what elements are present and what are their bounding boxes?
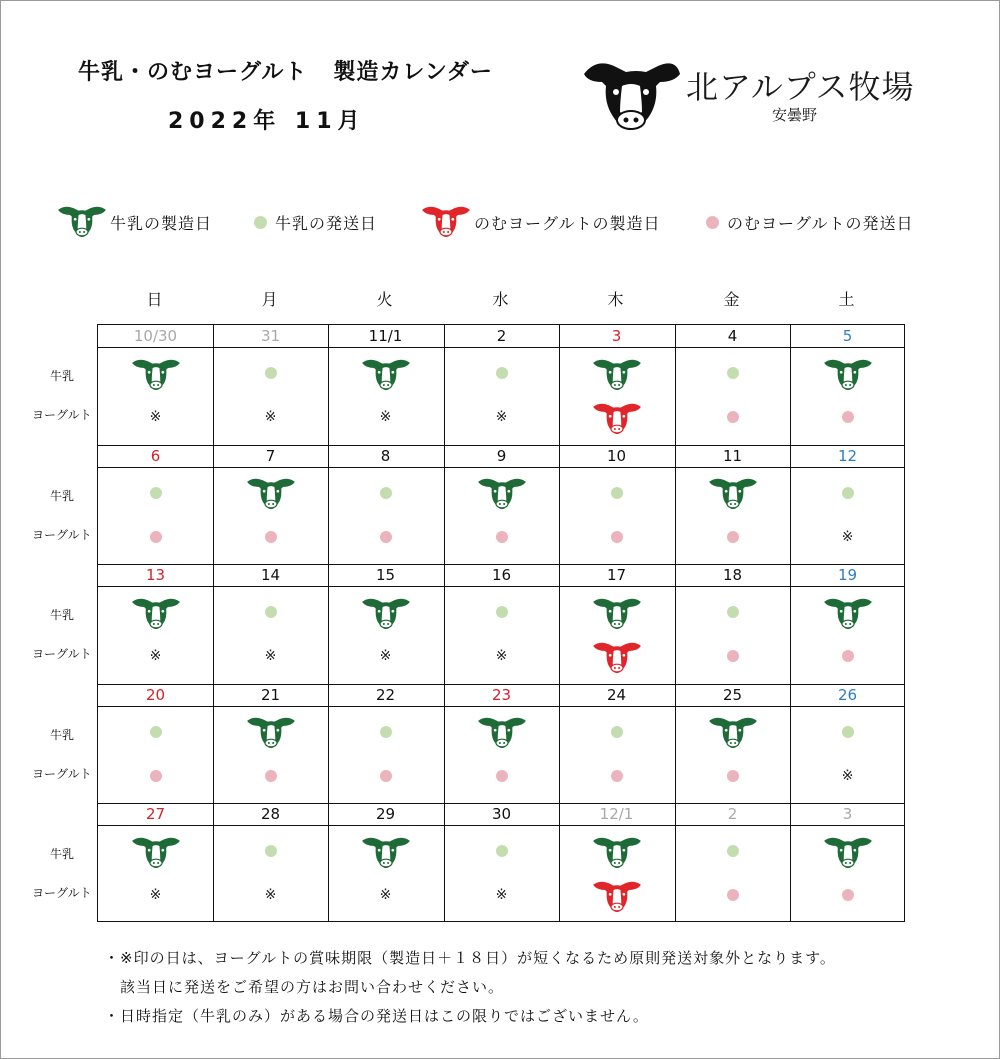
title-calendar: 製造カレンダー (333, 60, 493, 85)
day-cell (444, 325, 559, 445)
day-number: 10 (606, 446, 627, 465)
day-number: 13 (145, 566, 166, 584)
no-ship-mark: ※ (841, 767, 854, 784)
page-subtitle (168, 104, 366, 135)
note-line-2: 該当日に発送をご希望の方はお問い合わせください。 (104, 978, 505, 996)
row-label-milk: 牛乳 (50, 488, 75, 503)
milk-cow-icon (213, 469, 328, 517)
yogurt-ship-dot (790, 871, 905, 919)
day-cell (444, 684, 559, 804)
milk-cow-icon (98, 349, 213, 397)
no-ship-mark: ※ (264, 648, 277, 664)
no-ship-mark: ※ (841, 528, 854, 545)
day-number: 2 (496, 327, 507, 345)
weekday-sun: 日 (146, 290, 163, 309)
no-ship-mark: ※ (264, 409, 277, 425)
day-number: 7 (265, 446, 276, 465)
day-number: 26 (837, 685, 858, 704)
year-label: 2022年 (168, 109, 282, 134)
yogurt-ship-dot (213, 752, 328, 800)
row-label-yogurt: ヨーグルト (32, 886, 92, 900)
milk-ship-dot (675, 588, 790, 636)
yogurt-ship-dot (675, 393, 790, 441)
milk-cow-icon (213, 708, 328, 756)
yogurt-cow-icon (420, 203, 472, 242)
milk-ship-dot (328, 469, 443, 517)
milk-cow-icon (56, 203, 108, 242)
calendar-grid (97, 324, 905, 922)
green-dot-icon (254, 216, 267, 229)
milk-cow-icon (559, 349, 674, 397)
day-cell (213, 684, 328, 804)
milk-cow-icon (559, 588, 674, 636)
weekday-wed: 水 (492, 290, 509, 309)
cow-head-icon (576, 52, 686, 132)
column-divider (213, 325, 214, 921)
day-cell (328, 325, 443, 445)
milk-cow-icon (675, 469, 790, 517)
day-cell (675, 325, 790, 445)
day-cell (559, 445, 674, 565)
day-number: 22 (375, 685, 396, 704)
milk-ship-dot (444, 588, 559, 636)
milk-cow-icon (790, 349, 905, 397)
weekday-thu: 木 (607, 290, 624, 309)
day-number: 11 (722, 446, 743, 465)
farm-location: 安曇野 (772, 106, 818, 124)
milk-ship-dot (559, 469, 674, 517)
row-label-yogurt: ヨーグルト (32, 408, 92, 422)
no-ship-mark: ※ (149, 409, 162, 425)
milk-ship-dot (98, 469, 213, 517)
page-title (78, 55, 493, 86)
legend-milk-make (56, 204, 212, 240)
milk-ship-dot (675, 349, 790, 397)
day-cell (790, 325, 905, 445)
no-ship-mark: ※ (379, 648, 392, 664)
day-cell (328, 445, 443, 565)
legend (56, 204, 956, 240)
day-cell (98, 445, 213, 565)
day-number: 17 (606, 566, 627, 584)
legend-milk-make-label: 牛乳の製造日 (110, 213, 213, 233)
yogurt-ship-dot (98, 752, 213, 800)
day-cell (213, 564, 328, 684)
day-number: 3 (611, 327, 622, 345)
day-number: 28 (260, 805, 281, 823)
weekday-sat: 土 (838, 290, 855, 309)
day-cell (98, 803, 213, 923)
no-ship-mark: ※ (495, 887, 508, 903)
yogurt-ship-dot (790, 393, 905, 441)
no-ship-mark: ※ (149, 648, 162, 664)
day-number: 11/1 (368, 327, 403, 345)
day-number: 10/30 (133, 327, 178, 345)
milk-ship-dot (444, 349, 559, 397)
legend-yog-make-label: のむヨーグルトの製造日 (474, 213, 661, 233)
notes (104, 944, 836, 1031)
day-cell (790, 564, 905, 684)
day-cell (675, 564, 790, 684)
day-number: 12/1 (599, 805, 634, 823)
farm-logo (576, 52, 916, 132)
month-label: 11月 (294, 109, 366, 134)
milk-ship-dot (98, 708, 213, 756)
milk-cow-icon (98, 827, 213, 875)
yogurt-ship-dot (675, 752, 790, 800)
milk-ship-dot (213, 588, 328, 636)
row-label-milk: 牛乳 (50, 369, 75, 383)
day-number: 27 (145, 805, 166, 823)
day-number: 19 (837, 566, 858, 584)
day-cell (98, 684, 213, 804)
no-ship-mark: ※ (379, 887, 392, 903)
row-label-milk: 牛乳 (50, 608, 75, 622)
day-number: 9 (496, 446, 507, 465)
legend-yog-ship-label: のむヨーグルトの発送日 (727, 213, 914, 233)
day-number: 21 (260, 685, 281, 704)
day-number: 5 (842, 327, 853, 345)
no-ship-mark: ※ (495, 409, 508, 425)
day-cell (559, 684, 674, 804)
row-label-milk: 牛乳 (50, 727, 75, 742)
day-number: 31 (260, 327, 281, 345)
milk-cow-icon (98, 588, 213, 636)
day-number: 12 (837, 446, 858, 465)
farm-name: 北アルプス牧場 (686, 68, 915, 106)
row-label-milk: 牛乳 (50, 847, 75, 861)
yogurt-ship-dot (328, 752, 443, 800)
day-number: 8 (380, 446, 391, 465)
milk-ship-dot (675, 827, 790, 875)
day-cell (790, 803, 905, 923)
milk-cow-icon (328, 349, 443, 397)
yogurt-ship-dot (328, 513, 443, 561)
yogurt-ship-dot (98, 513, 213, 561)
day-cell (444, 445, 559, 565)
day-number: 29 (375, 805, 396, 823)
legend-yog-make (420, 204, 661, 240)
milk-ship-dot (328, 708, 443, 756)
legend-milk-ship-label: 牛乳の発送日 (275, 213, 378, 233)
day-number: 15 (375, 566, 396, 584)
day-cell (213, 445, 328, 565)
column-divider (328, 325, 329, 921)
column-divider (675, 325, 676, 921)
day-cell (98, 325, 213, 445)
yogurt-ship-dot (444, 513, 559, 561)
milk-cow-icon (675, 708, 790, 756)
row-label-yogurt: ヨーグルト (32, 527, 92, 542)
milk-ship-dot (213, 349, 328, 397)
pink-dot-icon (706, 216, 719, 229)
milk-ship-dot (213, 827, 328, 875)
yogurt-cow-icon (559, 632, 674, 680)
day-cell (328, 684, 443, 804)
yogurt-ship-dot (675, 871, 790, 919)
legend-yog-ship (706, 204, 914, 240)
row-label-yogurt: ヨーグルト (32, 647, 92, 661)
day-number: 6 (150, 446, 161, 465)
milk-ship-dot (790, 469, 905, 517)
yogurt-ship-dot (675, 632, 790, 680)
weekday-fri: 金 (723, 290, 740, 309)
day-cell (213, 325, 328, 445)
day-cell (559, 803, 674, 923)
milk-ship-dot (559, 708, 674, 756)
no-ship-mark: ※ (149, 887, 162, 903)
yogurt-ship-dot (559, 513, 674, 561)
day-number: 2 (727, 805, 738, 823)
day-number: 24 (606, 685, 627, 704)
weekday-mon: 月 (261, 290, 278, 309)
row-label-yogurt: ヨーグルト (32, 766, 92, 781)
milk-cow-icon (328, 588, 443, 636)
milk-cow-icon (328, 827, 443, 875)
day-cell (675, 445, 790, 565)
column-divider (790, 325, 791, 921)
weekday-header (97, 287, 905, 309)
day-number: 25 (722, 685, 743, 704)
note-line-1: ・※印の日は、ヨーグルトの賞味期限（製造日＋１８日）が短くなるため原則発送対象外となります。 (104, 949, 836, 967)
day-number: 14 (260, 566, 281, 584)
milk-cow-icon (444, 469, 559, 517)
weekday-tue: 火 (376, 290, 393, 309)
legend-milk-ship (254, 204, 377, 240)
day-number: 20 (145, 685, 166, 704)
day-number: 4 (727, 327, 738, 345)
no-ship-mark: ※ (495, 648, 508, 664)
day-cell (559, 564, 674, 684)
yogurt-ship-dot (559, 752, 674, 800)
yogurt-ship-dot (675, 513, 790, 561)
milk-cow-icon (559, 827, 674, 875)
day-cell (675, 803, 790, 923)
day-cell (328, 803, 443, 923)
milk-ship-dot (790, 708, 905, 756)
day-cell (328, 564, 443, 684)
no-ship-mark: ※ (379, 409, 392, 425)
yogurt-ship-dot (213, 513, 328, 561)
yogurt-ship-dot (444, 752, 559, 800)
day-number: 18 (722, 566, 743, 584)
milk-cow-icon (790, 588, 905, 636)
column-divider (559, 325, 560, 921)
milk-ship-dot (444, 827, 559, 875)
yogurt-cow-icon (559, 871, 674, 919)
day-cell (675, 684, 790, 804)
day-cell (444, 803, 559, 923)
note-line-3: ・日時指定（牛乳のみ）がある場合の発送日はこの限りではございません。 (104, 1007, 649, 1025)
day-cell (444, 564, 559, 684)
title-products: 牛乳・のむヨーグルト (78, 60, 308, 85)
day-number: 3 (842, 805, 853, 823)
milk-cow-icon (444, 708, 559, 756)
milk-cow-icon (790, 827, 905, 875)
column-divider (444, 325, 445, 921)
day-number: 30 (491, 805, 512, 823)
yogurt-cow-icon (559, 393, 674, 441)
day-cell (790, 684, 905, 804)
day-cell (213, 803, 328, 923)
day-number: 16 (491, 566, 512, 584)
day-cell (559, 325, 674, 445)
no-ship-mark: ※ (264, 887, 277, 903)
day-number: 23 (491, 685, 512, 704)
day-cell (98, 564, 213, 684)
day-cell (790, 445, 905, 565)
yogurt-ship-dot (790, 632, 905, 680)
